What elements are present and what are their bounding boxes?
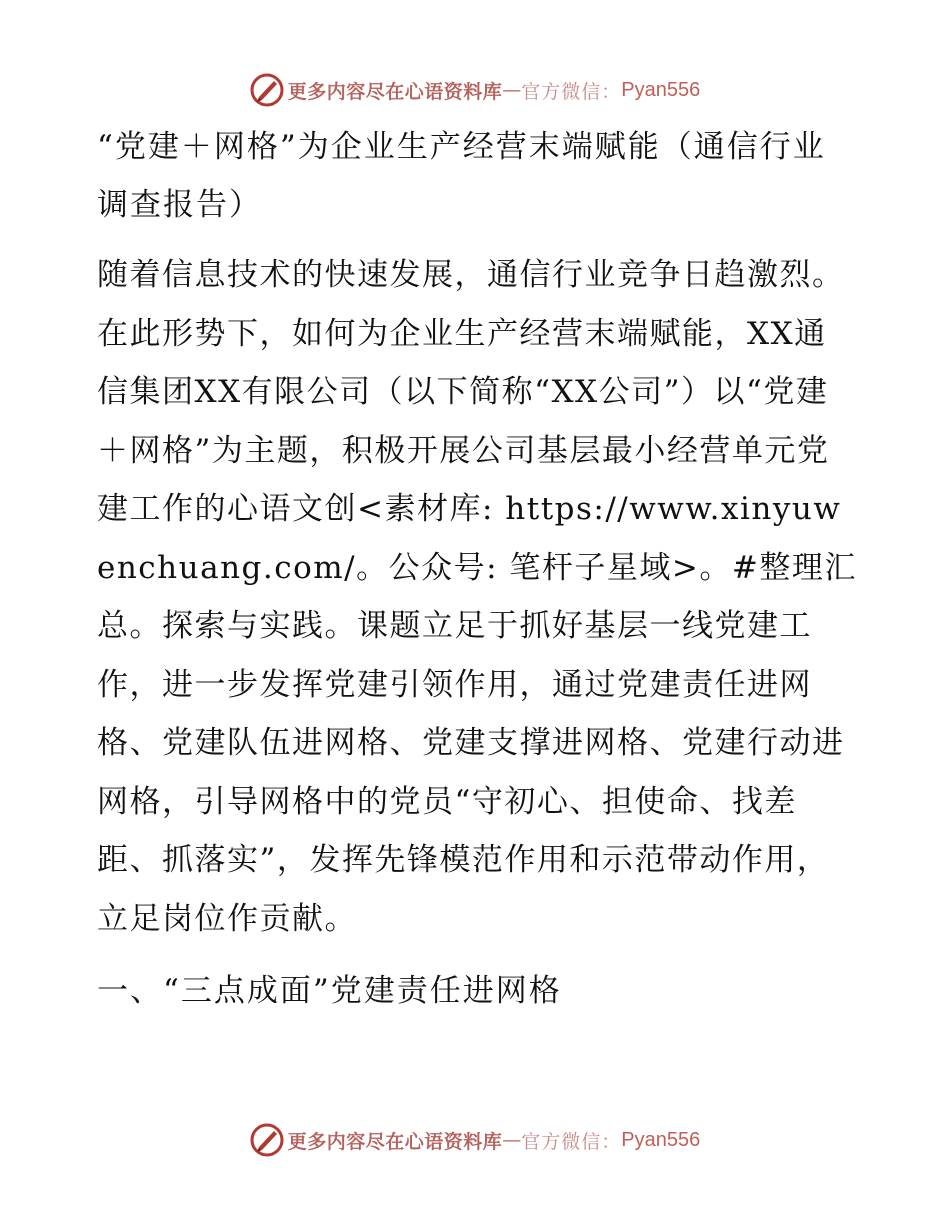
brand-logo-icon [250,1123,284,1157]
banner-wechat-label: 官方微信： [521,1130,622,1153]
banner-wechat-id: Pyan556 [621,78,701,101]
document-title: “党建＋网格”为企业生产经营末端赋能（通信行业调查报告） [97,129,826,223]
banner-site-text: 更多内容尽在心语资料库 [287,1130,503,1153]
banner-dash: — [502,1129,522,1151]
brand-logo-icon [250,73,284,107]
header-banner [0,70,950,110]
banner-dash: — [502,79,522,101]
body-paragraph: 随着信息技术的快速发展，通信行业竞争日趋激烈。在此形势下，如何为企业生产经营末端赋能，XX通信集团XX有限公司（以下简称“XX公司”）以“党建＋网格”为主题，积极开展公司基层最小经营单元党建工作的心语文创<素材库: https://www.xinyuwenchuang.com/。公众号: 笔杆子星域>。#整理汇总。探索与实践。课题立足于抓好基层一线党建工作，进一步发挥党建引领作用，通过党建责任进网格、党建队伍进网格、党建支撑进网格、党建行动进网格，引导网格中的党员“守初心、担使命、找差距、抓落实”，发挥先锋模范作用和示范带动作用，立足岗位作贡献。 [97,257,857,937]
document-body [97,118,857,1020]
banner-wechat-label: 官方微信： [521,80,622,103]
section-heading: 一、“三点成面”党建责任进网格 [97,973,562,1009]
footer-banner [0,1120,950,1160]
banner-site-text: 更多内容尽在心语资料库 [287,80,503,103]
banner-wechat-id: Pyan556 [621,1128,701,1151]
